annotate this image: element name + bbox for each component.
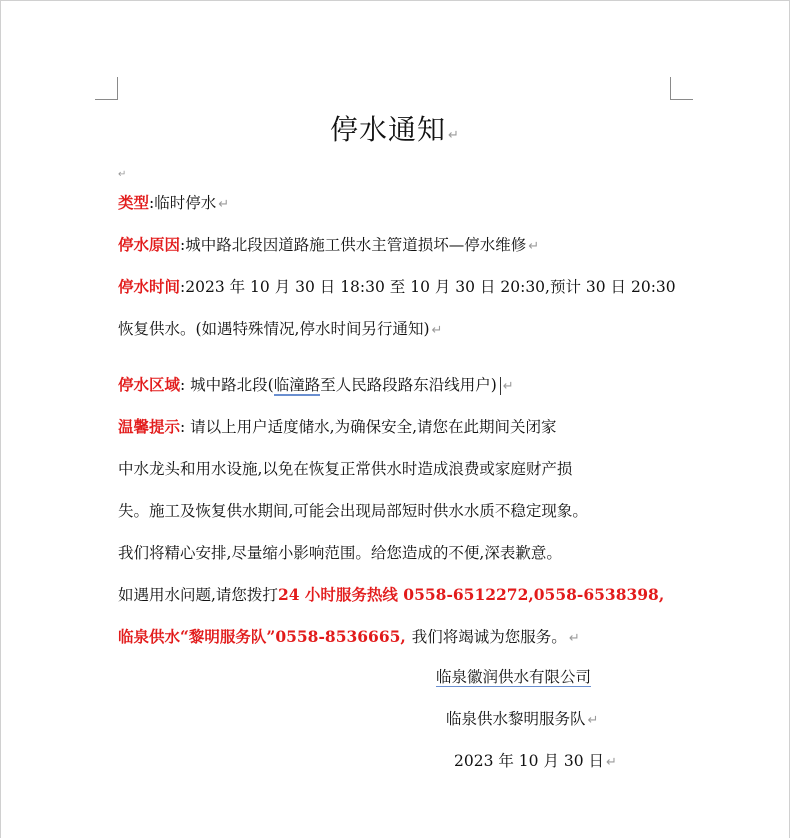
team-hotline: 临泉供水“黎明服务队”0558-8536665, — [118, 627, 406, 646]
area-line[interactable] — [118, 374, 678, 398]
document-title[interactable]: 停水通知 ↵ — [330, 113, 460, 146]
tip-line-2[interactable] — [118, 458, 678, 480]
tip-label: 温馨提示 — [118, 417, 181, 436]
tip-line-6[interactable] — [118, 626, 678, 650]
paragraph-mark-icon: ↵ — [218, 197, 230, 212]
tip-text-3: 失。施工及恢复供水期间,可能会出现局部短时供水水质不稳定现象。 — [118, 502, 588, 520]
type-line[interactable] — [118, 192, 678, 216]
team-name: 临泉供水黎明服务队 — [446, 710, 586, 728]
reason-label: 停水原因 — [118, 235, 181, 254]
date-text: 2023 年 10 月 30 日 — [454, 752, 605, 770]
area-underlined-road: 临潼路 — [273, 376, 321, 394]
signature-date[interactable] — [454, 750, 617, 774]
hotline-numbers: 24 小时服务热线 0558-6512272,0558-6538398, — [277, 585, 665, 604]
time-value-line2: 恢复供水。(如遇特殊情况,停水时间另行通知) — [118, 320, 430, 338]
reason-value: :城中路北段因道路施工供水主管道损坏—停水维修 — [180, 236, 527, 254]
paragraph-mark-icon: ↵ — [568, 631, 580, 646]
paragraph-mark-icon: ↵ — [606, 755, 617, 770]
company-name: 临泉徽润供水有限公司 — [436, 668, 592, 686]
empty-paragraph[interactable] — [118, 162, 126, 181]
tip-line-3[interactable] — [118, 500, 678, 522]
area-suffix: 至人民路段路东沿线用户) — [320, 376, 497, 394]
signature-company[interactable] — [436, 666, 591, 688]
paragraph-mark-icon: ↵ — [528, 239, 540, 254]
crop-mark-top-right — [670, 77, 693, 100]
type-value: :临时停水 — [149, 194, 217, 212]
closing-text: 我们将竭诚为您服务。 — [411, 628, 567, 646]
paragraph-mark-icon: ↵ — [448, 128, 460, 143]
time-value-line1: :2023 年 10 月 30 日 18:30 至 10 月 30 日 20:30,预计 30 日 20:30 — [180, 278, 676, 296]
paragraph-mark-icon: ↵ — [431, 323, 443, 338]
tip-text-4: 我们将精心安排,尽量缩小影响范围。给您造成的不便,深表歉意。 — [118, 544, 562, 562]
text-cursor — [500, 377, 501, 395]
tip-line-5[interactable] — [118, 584, 678, 606]
type-label: 类型 — [118, 193, 150, 212]
paragraph-mark-icon: ↵ — [502, 379, 514, 394]
crop-mark-top-left — [95, 77, 118, 100]
paragraph-mark-icon: ↵ — [587, 713, 599, 728]
paragraph-mark-icon: ↵ — [118, 169, 127, 180]
tip-line-4[interactable] — [118, 542, 678, 564]
tip-line-1[interactable] — [118, 416, 678, 438]
signature-team[interactable] — [446, 708, 598, 732]
area-prefix: : 城中路北段( — [180, 376, 274, 394]
reason-line[interactable] — [118, 234, 678, 258]
tip-text-5: 如遇用水问题,请您拨打 — [118, 586, 278, 604]
tip-text-1: : 请以上用户适度储水,为确保安全,请您在此期间关闭家 — [180, 418, 557, 436]
area-label: 停水区域 — [118, 375, 181, 394]
tip-text-2: 中水龙头和用水设施,以免在恢复正常供水时造成浪费或家庭财产损 — [118, 460, 573, 478]
time-line-2[interactable] — [118, 318, 678, 342]
time-label: 停水时间 — [118, 277, 181, 296]
time-line[interactable] — [118, 276, 678, 298]
